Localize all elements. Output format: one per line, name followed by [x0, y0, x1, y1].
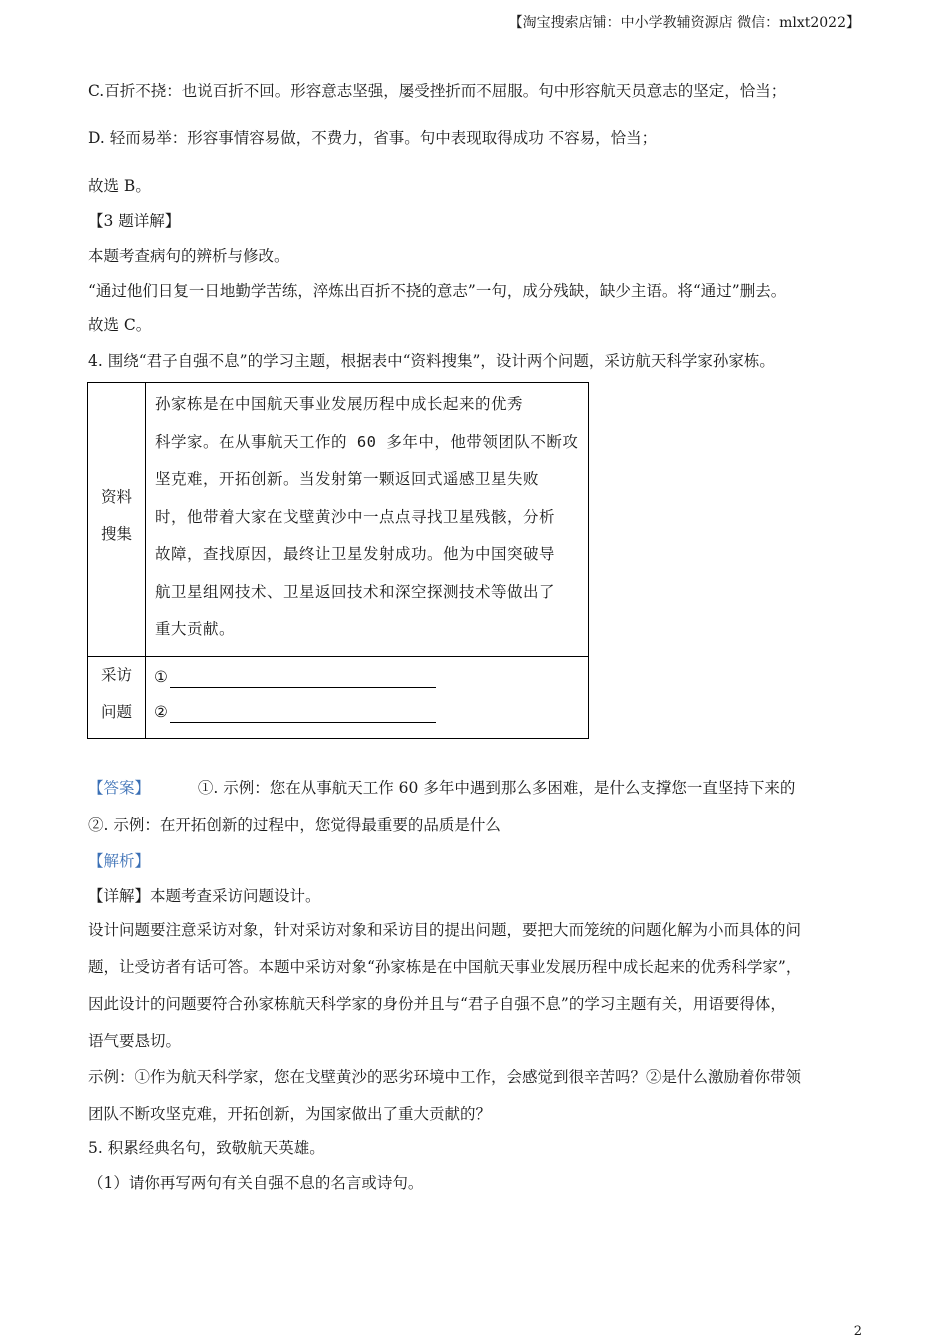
- answer-3-line: 故选 C。: [88, 316, 152, 334]
- table-para-line: 重大贡献。: [155, 620, 236, 638]
- question-1-blank[interactable]: [170, 671, 436, 688]
- table-para-line: 孙家栋是在中国航天事业发展历程中成长起来的优秀: [155, 395, 524, 413]
- table-para-line: 航卫星组网技术、卫星返回技术和深空探测技术等做出了: [155, 582, 556, 601]
- table-para-line: 坚克难，开拓创新。当发射第一颗返回式遥感卫星失败: [155, 470, 540, 488]
- info-table: [87, 382, 589, 739]
- question-2-blank[interactable]: [170, 706, 436, 723]
- q4-title: 4. 围绕“君子自强不息”的学习主题，根据表中“资料搜集”，设计两个问题，采访航天科学家孙家栋。: [88, 352, 775, 370]
- answer-2: ②. 示例：在开拓创新的过程中，您觉得最重要的品质是什么: [88, 816, 501, 834]
- header-note: 【淘宝搜索店铺：中小学教辅资源店 微信：mlxt2022】: [508, 15, 860, 31]
- q5-sub1: （1）请你再写两句有关自强不息的名言或诗句。: [88, 1174, 424, 1192]
- option-c-line: C.百折不挠：也说百折不回。形容意志坚强，屡受挫折而不屈服。句中形容航天员意志的坚定，恰当；: [88, 82, 787, 100]
- question-1-marker: ①: [154, 668, 168, 686]
- table-horizontal-divider: [88, 656, 588, 657]
- analysis-p4: 语气要恳切。: [88, 1032, 182, 1050]
- question-2-row: [154, 701, 436, 723]
- page-number: 2: [853, 1324, 862, 1339]
- question-1-row: [154, 666, 436, 688]
- q3-body: “通过他们日复一日地勤学苦练，淬炼出百折不挠的意志”一句，成分残缺，缺少主语。将“通过”删去。: [88, 282, 787, 300]
- question-2-marker: ②: [154, 703, 168, 721]
- table-label-data-2: 搜集: [100, 525, 132, 543]
- q3-title: 【3 题详解】: [88, 212, 181, 230]
- analysis-p3: 因此设计的问题要符合孙家栋航天科学家的身份并且与“君子自强不息”的学习主题有关，用语要得体，: [88, 995, 786, 1013]
- example-2: 团队不断攻坚克难，开拓创新，为国家做出了重大贡献的？: [88, 1105, 492, 1123]
- table-label-question-2: 问题: [100, 703, 132, 721]
- analysis-tag: 【解析】: [88, 852, 151, 870]
- table-vertical-divider: [145, 383, 146, 738]
- q3-intro: 本题考查病句的辨析与修改。: [88, 247, 290, 265]
- detail-line: 【详解】本题考查采访问题设计。: [88, 887, 321, 905]
- table-para-line: 科学家。在从事航天工作的 60 多年中，他带领团队不断攻: [155, 432, 579, 451]
- table-para-line: 故障，查找原因，最终让卫星发射成功。他为中国突破导: [155, 545, 556, 563]
- table-label-question-1: 采访: [100, 666, 132, 684]
- analysis-p1: 设计问题要注意采访对象，针对采访对象和采访目的提出问题，要把大而笼统的问题化解为小而具体的问: [88, 921, 802, 939]
- option-d-line: D. 轻而易举：形容事情容易做，不费力，省事。句中表现取得成功 不容易，恰当；: [88, 129, 658, 147]
- table-para-line: 时，他带着大家在戈壁黄沙中一点点寻找卫星残骸，分析: [155, 507, 556, 526]
- table-paragraph: [155, 386, 583, 649]
- answer-1: ①. 示例：您在从事航天工作 60 多年中遇到那么多困难，是什么支撑您一直坚持下来的: [197, 779, 796, 797]
- table-label-data-1: 资料: [100, 488, 132, 506]
- analysis-p2: 题，让受访者有话可答。本题中采访对象“孙家栋是在中国航天事业发展历程中成长起来的优秀科学家”，: [88, 958, 802, 976]
- answer-2-line: 故选 B。: [88, 177, 151, 195]
- example-1: 示例：①作为航天科学家，您在戈壁黄沙的恶劣环境中工作，会感觉到很辛苦吗？②是什么激励着你带领: [88, 1068, 802, 1086]
- answer-row: [88, 777, 795, 799]
- q5-title: 5. 积累经典名句，致敬航天英雄。: [88, 1139, 325, 1157]
- answer-tag: 【答案】: [88, 779, 151, 797]
